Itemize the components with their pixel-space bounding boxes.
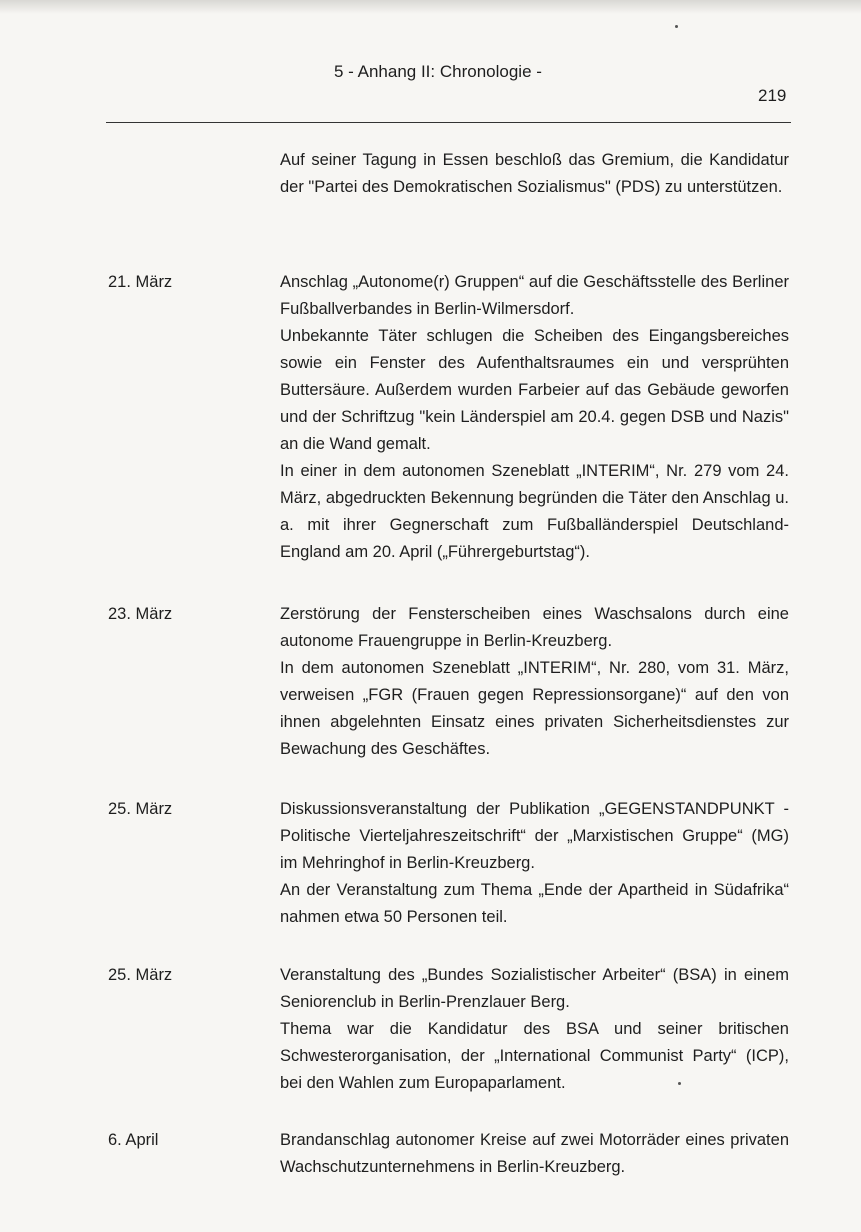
- entry-text: [280, 147, 789, 201]
- entry-date: 23. März: [108, 605, 173, 623]
- entry-paragraph: Diskussionsveranstaltung der Publikation „GEGENSTANDPUNKT - Politische Vierteljahreszeitschrift“ der „Marxistischen Gruppe“ (MG) im Mehringhof in Berlin-Kreuzberg.: [280, 800, 789, 872]
- entry-paragraph: An der Veranstaltung zum Thema „Ende der Apartheid in Südafrika“ nahmen etwa 50 Personen teil.: [280, 881, 789, 926]
- entry-text: [280, 796, 789, 931]
- entry-paragraph: Brandanschlag autonomer Kreise auf zwei Motorräder eines privaten Wachschutzunternehmens in Berlin-Kreuzberg.: [280, 1131, 789, 1176]
- entry-date: 25. März: [108, 966, 173, 984]
- scan-edge-shadow: [0, 0, 861, 14]
- entry-paragraph: In dem autonomen Szeneblatt „INTERIM“, Nr. 280, vom 31. März, verweisen „FGR (Frauen gegen Repressionsorgane)“ auf den von ihnen abgelehnten Einsatz eines privaten Sicherheitsdienstes zur Bewachung des Geschäftes.: [280, 659, 789, 758]
- running-title: 5 - Anhang II: Chronologie -: [334, 62, 542, 81]
- page-number: 219: [758, 86, 787, 105]
- entry-text: [280, 269, 789, 566]
- entry-text: [280, 601, 789, 763]
- entry-paragraph: Zerstörung der Fensterscheiben eines Waschsalons durch eine autonome Frauengruppe in Berlin-Kreuzberg.: [280, 605, 789, 650]
- entry-date: 6. April: [108, 1131, 159, 1149]
- scan-speck: [678, 1082, 681, 1085]
- entry-paragraph: Thema war die Kandidatur des BSA und seiner britischen Schwesterorganisation, der „International Communist Party“ (ICP), bei den Wahlen zum Europaparlament.: [280, 1020, 789, 1092]
- scan-speck: [675, 25, 678, 28]
- entry-text: [280, 962, 789, 1097]
- entry-paragraph: In einer in dem autonomen Szeneblatt „INTERIM“, Nr. 279 vom 24. März, abgedruckten Bekennung begründen die Täter den Anschlag u. a. mit ihrer Gegnerschaft zum Fußballänderspiel Deutschland-England am 20. April („Führergeburtstag“).: [280, 462, 789, 561]
- entry-paragraph: Veranstaltung des „Bundes Sozialistischer Arbeiter“ (BSA) in einem Seniorenclub in Berlin-Prenzlauer Berg.: [280, 966, 789, 1011]
- entry-paragraph: Auf seiner Tagung in Essen beschloß das Gremium, die Kandidatur der "Partei des Demokratischen Sozialismus" (PDS) zu unterstützen.: [280, 151, 789, 196]
- entry-text: [280, 1127, 789, 1181]
- entry-paragraph: Unbekannte Täter schlugen die Scheiben des Eingangsbereiches sowie ein Fenster des Aufenthaltsraumes ein und versprühten Buttersäure. Außerdem wurden Farbeier auf das Gebäude geworfen und der Schriftzug "kein Länderspiel am 20.4. gegen DSB und Nazis" an die Wand gemalt.: [280, 327, 789, 453]
- entry-date: 25. März: [108, 800, 173, 818]
- entry-date: 21. März: [108, 273, 173, 291]
- header-rule: [106, 122, 791, 123]
- entry-paragraph: Anschlag „Autonome(r) Gruppen“ auf die Geschäftsstelle des Berliner Fußballverbandes in Berlin-Wilmersdorf.: [280, 273, 789, 318]
